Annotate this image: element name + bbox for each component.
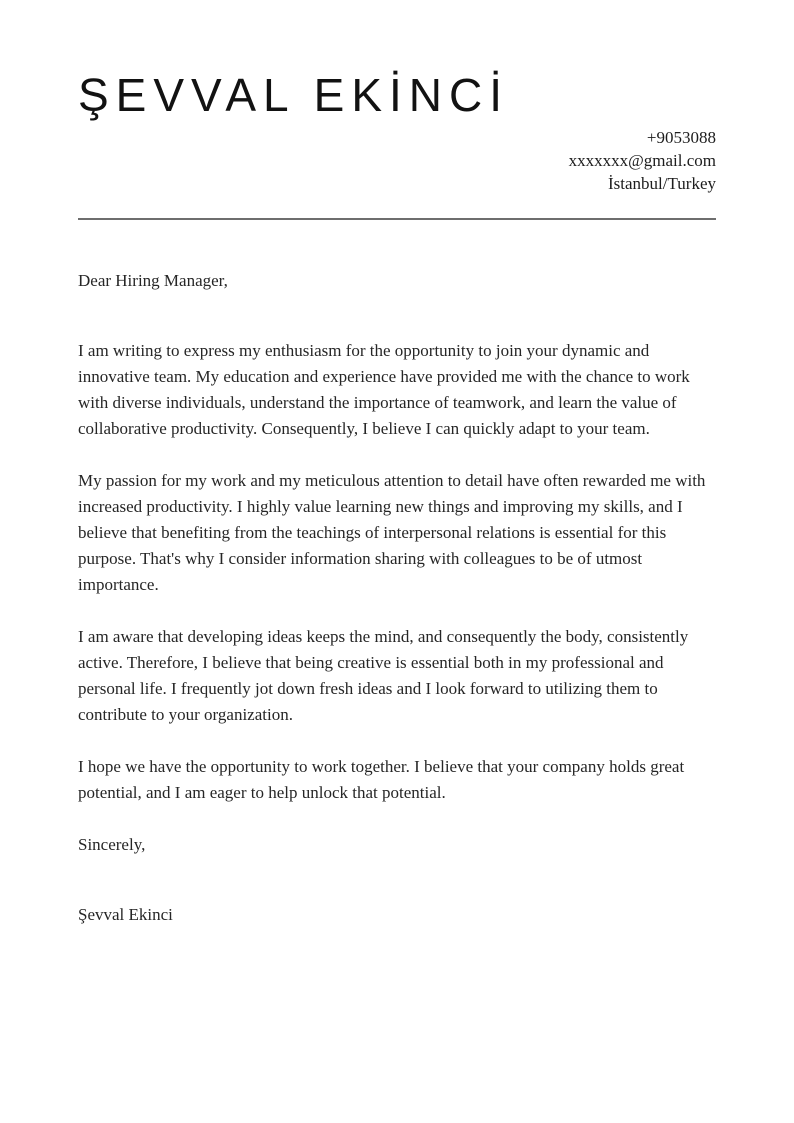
signature-name: Şevval Ekinci [78,905,173,924]
letter-content-column [78,0,716,928]
contact-email: xxxxxxx@gmail.com [568,151,716,170]
contact-phone: +9053088 [646,128,716,147]
letter-body [78,220,716,928]
body-paragraph: My passion for my work and my meticulous attention to detail have often rewarded me with increased productivity. I highly value learning new things and improving my skills, and I believe that benefiting from the teachings of interpersonal relations is essential for this purpose. That's why I consider information sharing with colleagues to be of utmost importance. [78,471,706,594]
letter-header [78,0,716,218]
body-paragraph: I am aware that developing ideas keeps the mind, and consequently the body, consistently active. Therefore, I believe that being creative is essential both in my professional and personal life. I frequently jot down fresh ideas and I look forward to utilizing them to contribute to your organization. [78,627,689,724]
page-title: ŞEVVAL EKİNCİ [78,69,510,121]
salutation: Dear Hiring Manager, [78,271,228,290]
contact-block [569,126,716,195]
contact-location: İstanbul/Turkey [608,174,716,193]
body-paragraph: I am writing to express my enthusiasm for the opportunity to join your dynamic and innovative team. My education and experience have provided me with the chance to work with diverse individuals, understand the importance of teamwork, and learn the value of collaborative productivity. Consequently, I believe I can quickly adapt to your team. [78,341,690,438]
body-paragraph: I hope we have the opportunity to work together. I believe that your company holds great potential, and I am eager to help unlock that potential. [78,757,685,802]
closing-salutation: Sincerely, [78,835,146,854]
